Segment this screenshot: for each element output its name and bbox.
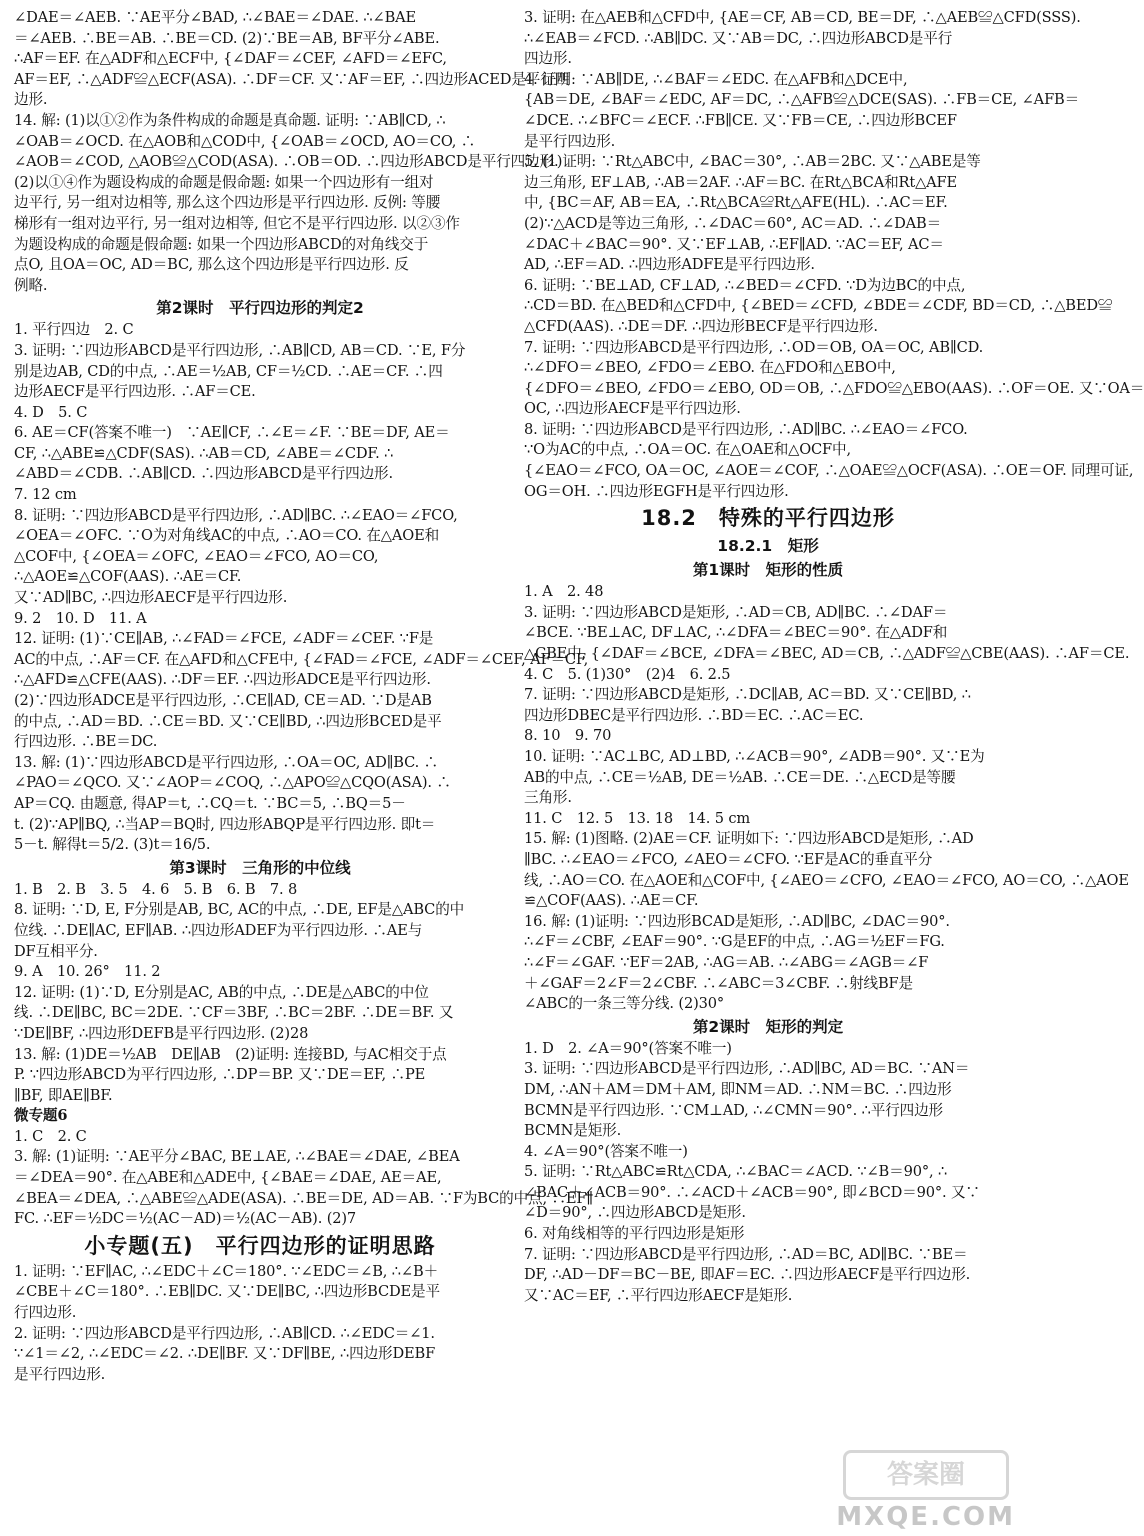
watermark-badge-text: 答案圈 xyxy=(886,1460,965,1490)
answer-line: ＝∠DEA＝90°. 在△ABE和△ADE中, {∠BAE＝∠DAE, AE＝AE, xyxy=(14,1169,442,1187)
answer-line: ∴CD＝BD. 在△BED和△CFD中, {∠BED＝∠CFD, ∠BDE＝∠CDF, BD＝CD, ∴△BED≌ xyxy=(524,297,1113,315)
answer-line: 7. 证明: ∵四边形ABCD是平行四边形, ∴AD＝BC, AD∥BC. ∵BE＝ xyxy=(524,1245,968,1263)
answer-line: 7. 证明: ∵四边形ABCD是平行四边形, ∴OD＝OB, OA＝OC, AB∥CD. xyxy=(524,338,984,356)
answer-line: ∠OAB＝∠OCD. 在△AOB和△COD中, {∠OAB＝∠OCD, AO＝CO, ∴ xyxy=(14,132,476,150)
answer-line: 为题设构成的命题是假命题: 如果一个四边形ABCD的对角线交于 xyxy=(14,235,429,253)
answer-line: 9. A 10. 26° 11. 2 xyxy=(14,963,161,981)
answer-line: t. (2)∵AP∥BQ, ∴当AP＝BQ时, 四边形ABQP是平行四边形. 即t＝ xyxy=(14,815,436,833)
answer-line: 的中点, ∴AD＝BD. ∴CE＝BD. 又∵CE∥BD, ∴四边形BCED是平 xyxy=(14,712,442,730)
answer-line: AC的中点, ∴AF＝CF. 在△AFD和△CFE中, {∠FAD＝∠FCE, ∠ADF＝∠CEF, AF＝CF, xyxy=(14,650,589,668)
answer-line: {∠EAO＝∠FCO, OA＝OC, ∠AOE＝∠COF, ∴△OAE≌△OCF(ASA). ∴OE＝OF. 同理可证, xyxy=(524,462,1134,480)
answer-line: DF, ∴AD－DF＝BC－BE, 即AF＝EC. ∴四边形AECF是平行四边形. xyxy=(524,1266,971,1284)
answer-line: 是平行四边形. xyxy=(14,1365,106,1383)
answer-line: ∠OEA＝∠OFC. ∵O为对角线AC的中点, ∴AO＝CO. 在△AOE和 xyxy=(14,527,440,545)
answer-line: ∴AF＝EF. 在△ADF和△ECF中, {∠DAF＝∠CEF, ∠AFD＝∠EFC, xyxy=(14,50,447,68)
answer-line: AB的中点, ∴CE＝½AB, DE＝½AB. ∴CE＝DE. ∴△ECD是等腰 xyxy=(524,768,956,786)
watermark-logo xyxy=(825,1450,1015,1532)
answer-line: ∠ABC的一条三等分线. (2)30° xyxy=(524,995,725,1013)
answer-line: ∵∠1＝∠2, ∴∠EDC＝∠2. ∴DE∥BF. 又∵DF∥BE, ∴四边形DEBF xyxy=(14,1345,436,1363)
answer-line: 边平行, 另一组对边相等, 那么这个四边形是平行四边形. 反例: 等腰 xyxy=(14,194,441,212)
answer-line: 微专题6 xyxy=(14,1107,68,1125)
answer-line: ∥BF, 即AE∥BF. xyxy=(14,1086,113,1104)
answer-line: 8. 10 9. 70 xyxy=(524,727,612,745)
answer-line: 8. 证明: ∵四边形ABCD是平行四边形, ∴AD∥BC. ∴∠EAO＝∠FCO, xyxy=(14,506,458,524)
answer-line: BCMN是平行四边形. ∵CM⊥AD, ∴∠CMN＝90°. ∴平行四边形 xyxy=(524,1101,943,1119)
watermark-site: MXQE.COM xyxy=(836,1502,1015,1532)
answer-line: 3. 证明: ∵四边形ABCD是平行四边形, ∴AD∥BC, AD＝BC. ∵AN＝ xyxy=(524,1060,970,1078)
answer-line: 边三角形, EF⊥AB, ∴AB＝2AF. ∴AF＝BC. 在Rt△BCA和Rt△AFE xyxy=(524,173,958,191)
answer-line: △CBE中, {∠DAF＝∠BCE, ∠DFA＝∠BEC, AD＝CB, ∴△ADF≌△CBE(AAS). ∴AF＝CE. xyxy=(524,645,1130,663)
answer-line: 4. C 5. (1)30° (2)4 6. 2.5 xyxy=(524,665,731,683)
answer-line: ＋∠GAF＝2∠F＝2∠CBF. ∴∠ABC＝3∠CBF. ∴射线BF是 xyxy=(524,974,913,992)
lesson-heading: 18.2.1 矩形 xyxy=(717,537,819,556)
answer-line: ∥BC. ∴∠EAO＝∠FCO, ∠AEO＝∠CFO. ∵EF是AC的垂直平分 xyxy=(524,850,933,868)
answer-line: ∵DE∥BF, ∴四边形DEFB是平行四边形. (2)28 xyxy=(14,1024,309,1042)
answer-line: 13. 解: (1)∵四边形ABCD是平行四边形, ∴OA＝OC, AD∥BC. ∴ xyxy=(14,753,439,771)
answer-line: P. ∵四边形ABCD为平行四边形, ∴DP＝BP. 又∵DE＝EF, ∴PE xyxy=(14,1066,426,1084)
watermark-badge xyxy=(843,1450,1009,1500)
answer-line: 13. 解: (1)DE＝½AB DE∥AB (2)证明: 连接BD, 与AC相交于点 xyxy=(14,1045,447,1063)
answer-line: ∠DAE＝∠AEB. ∵AE平分∠BAD, ∴∠BAE＝∠DAE. ∴∠BAE xyxy=(14,9,417,26)
answer-line: 4. 证明: ∵AB∥DE, ∴∠BAF＝∠EDC. 在△AFB和△DCE中, xyxy=(524,70,908,88)
answer-line: ∵O为AC的中点, ∴OA＝OC. 在△OAE和△OCF中, xyxy=(524,441,851,459)
answer-line: 7. 证明: ∵四边形ABCD是矩形, ∴DC∥AB, AC＝BD. 又∵CE∥BD, ∴ xyxy=(524,686,971,704)
answer-line: {AB＝DE, ∠BAF＝∠EDC, AF＝DC, ∴△AFB≌△DCE(SAS). ∴FB＝CE, ∠AFB＝ xyxy=(524,91,1080,109)
answer-line: 12. 证明: (1)∵CE∥AB, ∴∠FAD＝∠FCE, ∠ADF＝∠CEF. ∵F是 xyxy=(14,630,434,648)
answer-line: 6. 对角线相等的平行四边形是矩形 xyxy=(524,1225,745,1243)
answer-line: 中, {BC＝AF, AB＝EA, ∴Rt△BCA≌Rt△AFE(HL). ∴AC＝EF. xyxy=(524,194,948,212)
answer-line: 14. 解: (1)以①②作为条件构成的命题是真命题. 证明: ∵AB∥CD, ∴ xyxy=(14,111,446,129)
answer-line: △COF中, {∠OEA＝∠OFC, ∠EAO＝∠FCO, AO＝CO, xyxy=(14,547,379,565)
answer-line: 15. 解: (1)图略. (2)AE＝CF. 证明如下: ∵四边形ABCD是矩形, ∴AD xyxy=(524,830,974,848)
answer-line: 8. 证明: ∵D, E, F分别是AB, BC, AC的中点, ∴DE, EF是△ABC的中 xyxy=(14,901,465,919)
answer-line: AD, ∴EF＝AD. ∴四边形ADFE是平行四边形. xyxy=(524,256,815,274)
answer-line: 8. 证明: ∵四边形ABCD是平行四边形, ∴AD∥BC. ∴∠EAO＝∠FCO. xyxy=(524,420,968,438)
answer-line: OG＝OH. ∴四边形EGFH是平行四边形. xyxy=(524,482,789,500)
answer-line: 行四边形. ∴BE＝DC. xyxy=(14,733,158,751)
lesson-heading: 第1课时 矩形的性质 xyxy=(692,561,844,580)
answer-line: 4. D 5. C xyxy=(14,403,88,421)
answer-line: ∠ABD＝∠CDB. ∴AB∥CD. ∴四边形ABCD是平行四边形. xyxy=(14,465,393,483)
answer-line: ∠D＝90°, ∴四边形ABCD是矩形. xyxy=(524,1204,746,1222)
answer-line: (2)∵△ACD是等边三角形, ∴∠DAC＝60°, AC＝AD. ∴∠DAB＝ xyxy=(524,214,942,232)
answer-line: 3. 证明: ∵四边形ABCD是矩形, ∴AD＝CB, AD∥BC. ∴∠DAF＝ xyxy=(524,603,948,621)
answer-line: 边形AECF是平行四边形. ∴AF＝CE. xyxy=(14,383,256,401)
answer-line: △CFD(AAS). ∴DE＝DF. ∴四边形BECF是平行四边形. xyxy=(524,317,878,335)
answer-line: ∴∠EAB＝∠FCD. ∴AB∥DC. 又∵AB＝DC, ∴四边形ABCD是平行 xyxy=(524,29,953,47)
answer-line: 梯形有一组对边平行, 另一组对边相等, 但它不是平行四边形. 以②③作 xyxy=(14,214,460,232)
answer-line: 16. 解: (1)证明: ∵四边形BCAD是矩形, ∴AD∥BC, ∠DAC＝90°. xyxy=(524,912,950,930)
answer-line: OC, ∴四边形AECF是平行四边形. xyxy=(524,400,741,418)
answer-line: 9. 2 10. D 11. A xyxy=(14,609,147,627)
lesson-heading: 第3课时 三角形的中位线 xyxy=(169,858,351,877)
answer-line: 1. D 2. ∠A＝90°(答案不唯一) xyxy=(524,1039,732,1057)
answer-line: ∠DAC＋∠BAC＝90°. 又∵EF⊥AB, ∴EF∥AD. ∵AC＝EF, AC＝ xyxy=(524,235,944,253)
answer-line: 6. 证明: ∵BE⊥AD, CF⊥AD, ∴∠BED＝∠CFD. ∵D为边BC的中点, xyxy=(524,276,966,294)
answer-line: ∠BAC＋∠ACB＝90°. ∴∠ACD＋∠ACB＝90°, 即∠BCD＝90°. 又∵ xyxy=(524,1183,980,1201)
answer-line: ∴∠F＝∠GAF. ∵EF＝2AB, ∴AG＝AB. ∴∠ABG＝∠AGB＝∠F xyxy=(524,953,929,971)
answer-line: 3. 证明: 在△AEB和△CFD中, {AE＝CF, AB＝CD, BE＝DF, ∴△AEB≌△CFD(SSS). xyxy=(524,9,1081,26)
answer-line: ∠BEA＝∠DEA, ∴△ABE≌△ADE(ASA). ∴BE＝DE, AD＝AB. ∵F为BC的中点, ∴EF∥ xyxy=(14,1189,593,1207)
answer-line: 4. ∠A＝90°(答案不唯一) xyxy=(524,1142,688,1160)
answer-line: 3. 证明: ∵四边形ABCD是平行四边形, ∴AB∥CD, AB＝CD. ∵E, F分 xyxy=(14,341,466,359)
answer-line: ∴△AOE≌△COF(AAS). ∴AE＝CF. xyxy=(14,568,242,586)
answer-line: (2)以①④作为题设构成的命题是假命题: 如果一个四边形有一组对 xyxy=(14,173,434,191)
answer-line: FC. ∴EF＝½DC＝½(AC－AD)＝½(AC－AB). (2)7 xyxy=(14,1210,357,1228)
answer-line: 1. C 2. C xyxy=(14,1127,87,1145)
answer-line: ∠BCE. ∵BE⊥AC, DF⊥AC, ∴∠DFA＝∠BEC＝90°. 在△ADF和 xyxy=(524,624,948,642)
answer-line: {∠DFO＝∠BEO, ∠FDO＝∠EBO, OD＝OB, ∴△FDO≌△EBO(AAS). ∴OF＝OE. 又∵OA＝ xyxy=(524,379,1144,397)
answer-line: AP＝CQ. 由题意, 得AP＝t, ∴CQ＝t. ∵BC＝5, ∴BQ＝5－ xyxy=(14,794,406,812)
answer-line: 5. (1)证明: ∵Rt△ABC中, ∠BAC＝30°, ∴AB＝2BC. 又∵△ABE是等 xyxy=(524,153,981,171)
answer-line: ∠AOB＝∠COD, △AOB≌△COD(ASA). ∴OB＝OD. ∴四边形ABCD是平行四边形. xyxy=(14,153,559,171)
answer-line: ＝∠AEB. ∴BE＝AB. ∴BE＝CD. (2)∵BE＝AB, BF平分∠ABE. xyxy=(14,29,440,47)
answer-line: (2)∵四边形ADCE是平行四边形, ∴CE∥AD, CE＝AD. ∵D是AB xyxy=(14,692,432,709)
answer-line: 别是边AB, CD的中点, ∴AE＝½AB, CF＝½CD. ∴AE＝CF. ∴四 xyxy=(14,362,443,380)
answer-line: 线. ∴DE∥BC, BC＝2DE. ∵CF＝3BF, ∴BC＝2BF. ∴DE＝BF. 又 xyxy=(14,1004,454,1022)
answer-line: BCMN是矩形. xyxy=(524,1122,622,1140)
answer-line: 1. B 2. B 3. 5 4. 6 5. B 6. B 7. 8 xyxy=(14,880,298,898)
answer-line: 1. 平行四边 2. C xyxy=(14,321,134,339)
answer-line: 又∵AD∥BC, ∴四边形AECF是平行四边形. xyxy=(14,589,288,607)
answer-line: CF, ∴△ABE≌△CDF(SAS). ∴AB＝CD, ∠ABE＝∠CDF. ∴ xyxy=(14,444,394,462)
answer-line: 6. AE＝CF(答案不唯一) ∵AE∥CF, ∴∠E＝∠F. ∵BE＝DF, AE＝ xyxy=(14,424,450,442)
answer-line: 10. 证明: ∵AC⊥BC, AD⊥BD, ∴∠ACB＝90°, ∠ADB＝90°. 又∵E为 xyxy=(524,748,985,765)
answer-line: 行四边形. xyxy=(14,1304,77,1322)
answer-line: 例略. xyxy=(14,276,48,294)
answer-line: 点O, 且OA＝OC, AD＝BC, 那么这个四边形是平行四边形. 反 xyxy=(14,256,409,274)
answer-line: 四边形DBEC是平行四边形. ∴BD＝EC. ∴AC＝EC. xyxy=(524,706,864,724)
answer-line: DF互相平分. xyxy=(14,942,98,960)
answer-line: 是平行四边形. xyxy=(524,132,616,150)
answer-line: 7. 12 cm xyxy=(14,486,77,504)
answer-line: 5. 证明: ∵Rt△ABC≌Rt△CDA, ∴∠BAC＝∠ACD. ∵∠B＝90°, ∴ xyxy=(524,1163,948,1181)
answer-line: 三角形. xyxy=(524,789,572,807)
answer-line: 位线. ∴DE∥AC, EF∥AB. ∴四边形ADEF为平行四边形. ∴AE与 xyxy=(14,921,423,939)
answer-line: ∠PAO＝∠QCO. 又∵∠AOP＝∠COQ, ∴△APO≌△CQO(ASA). ∴ xyxy=(14,774,451,792)
answer-line: 1. 证明: ∵EF∥AC, ∴∠EDC＋∠C＝180°. ∵∠EDC＝∠B, ∴∠B＋ xyxy=(14,1262,439,1280)
answer-line: AF＝EF, ∴△ADF≌△ECF(ASA). ∴DF＝CF. 又∵AF＝EF, ∴四边形ACED是平行四 xyxy=(14,70,570,88)
right-column xyxy=(524,8,1144,1306)
answer-line: ∴△AFD≌△CFE(AAS). ∴DF＝EF. ∴四边形ADCE是平行四边形. xyxy=(14,671,431,689)
lesson-heading: 第2课时 平行四边形的判定2 xyxy=(156,299,364,318)
answer-line: 5－t. 解得t＝5/2. (3)t＝16/5. xyxy=(14,836,211,854)
answer-line: 线, ∴AO＝CO. 在△AOE和△COF中, {∠AEO＝∠CFO, ∠EAO＝∠FCO, AO＝CO, ∴△AOE xyxy=(524,871,1129,889)
answer-line: 2. 证明: ∵四边形ABCD是平行四边形, ∴AB∥CD. ∴∠EDC＝∠1. xyxy=(14,1324,435,1342)
answer-line: DM, ∴AN＋AM＝DM＋AM, 即NM＝AD. ∴NM＝BC. ∴四边形 xyxy=(524,1080,952,1098)
section-heading: 18.2 特殊的平行四边形 xyxy=(641,506,895,531)
answer-line: ∠DCE. ∴∠BFC＝∠ECF. ∴FB∥CE. 又∵FB＝CE, ∴四边形BCEF xyxy=(524,111,957,129)
answer-line: ∴∠F＝∠CBF, ∠EAF＝90°. ∵G是EF的中点, ∴AG＝½EF＝FG. xyxy=(524,933,945,951)
lesson-heading: 第2课时 矩形的判定 xyxy=(692,1017,844,1036)
answer-line: 又∵AC＝EF, ∴平行四边形AECF是矩形. xyxy=(524,1286,793,1304)
answer-line: ∴∠DFO＝∠BEO, ∠FDO＝∠EBO. 在△FDO和△EBO中, xyxy=(524,359,896,377)
section-heading: 小专题(五) 平行四边形的证明思路 xyxy=(84,1233,436,1258)
answer-line: 3. 解: (1)证明: ∵AE平分∠BAC, BE⊥AE, ∴∠BAE＝∠DAE, ∠BEA xyxy=(14,1148,460,1166)
answer-line: ≌△COF(AAS). ∴AE＝CF. xyxy=(524,892,699,910)
answer-line: 11. C 12. 5 13. 18 14. 5 cm xyxy=(524,809,751,827)
answer-line: 边形. xyxy=(14,91,48,109)
answer-line: 12. 证明: (1)∵D, E分别是AC, AB的中点, ∴DE是△ABC的中位 xyxy=(14,983,429,1001)
answer-line: ∠CBE＋∠C＝180°. ∴EB∥DC. 又∵DE∥BC, ∴四边形BCDE是平 xyxy=(14,1283,440,1301)
answer-line: 四边形. xyxy=(524,50,572,68)
answer-line: 1. A 2. 48 xyxy=(524,583,604,601)
